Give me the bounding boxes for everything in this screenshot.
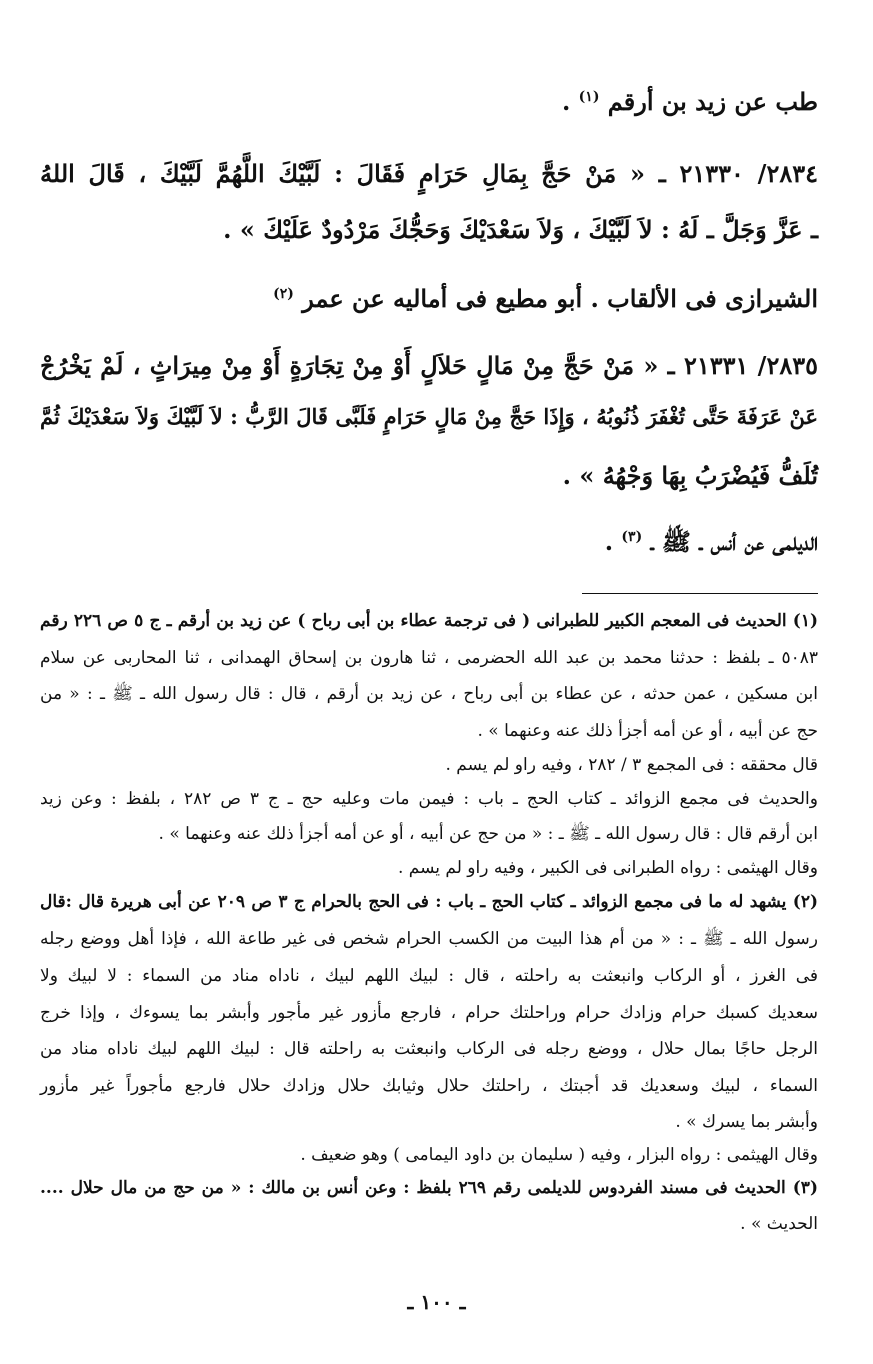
hadith-2835-line-1: ٢٨٣٥/ ٢١٣٣١ ـ « مَنْ حَجَّ مِنْ مَالٍ حَلاَلٍ أَوْ مِنْ تِجَارَةٍ أَوْ مِنْ مِيرَاثٍ ، لَمْ يَخْرُجْ — [40, 351, 818, 380]
footnote-2-line-2: رسول الله ـ ﷺ ـ : « من أم هذا البيت من الكسب الحرام شخص فى غير طاعة الله ، فإذا أهل ووضع رجله — [40, 929, 818, 949]
footnote-separator — [582, 593, 818, 594]
hadith-2835-line-2: عَنْ عَرَفَةَ حَتَّى تُغْفَرَ ذُنُوبُهُ ، وَإِذَا حَجَّ مِنْ مَالٍ حَرَامٍ فَلَبَّى قَالَ الرَّبُّ : لاَ لَبَّيْكَ وَلاَ سَعْدَيْكَ ثُمَّ — [40, 404, 818, 429]
footnote-ref-3[interactable]: (٣) — [621, 529, 643, 545]
footnote-3-line-2: الحديث » . — [740, 1214, 818, 1234]
footnote-2-line-7: وأبشر بما يسرك » . — [675, 1112, 818, 1132]
footnote-ref-2[interactable]: (٢) — [273, 286, 294, 302]
footnote-1-line-3: ابن مسكين ، عمن حدثه ، عن عطاء بن أبى رباح ، عن زيد بن أرقم ، قال : قال رسول الله ـ ﷺ ـ : « من — [40, 684, 818, 704]
source-text: طب عن زيد بن أرقم — [607, 87, 818, 116]
footnote-2-line-6: السماء ، لبيك وسعديك قد أجبتك ، راحلتك حلال وثيابك حلال وزادك حلال فارجع مأجوراً غير مأزور — [40, 1076, 818, 1096]
period: . — [604, 527, 614, 556]
footnote-1-line-8: وقال الهيثمى : رواه الطبرانى فى الكبير ، وفيه راو لم يسم . — [397, 858, 818, 878]
source-text: الديلمى عن أنس ـ ﷺ ـ — [650, 527, 818, 556]
footnote-2-line-3: فى الغرز ، أو الركاب وانبعثت به راحلته ، قال : لبيك اللهم لبيك ، ناداه مناد من السماء : لا لبيك ولا — [40, 966, 818, 986]
footnote-1-line-7: ابن أرقم قال : قال رسول الله ـ ﷺ ـ : « من حج عن أبيه ، أو عن أمه أجزأ ذلك عنه وعنهما » . — [158, 824, 818, 844]
source-2834 — [40, 285, 818, 314]
source-line-previous — [40, 88, 818, 117]
source-2835 — [40, 528, 818, 557]
period: . — [561, 87, 571, 116]
footnote-2-line-4: سعديك كسبك حرام وزادك حرام وراحلتك حرام ، فارجع مأزور غير مأجور وأبشر بما يسوءك ، وإذا خرج — [40, 1003, 818, 1023]
footnote-1-line-1: (١) الحديث فى المعجم الكبير للطبرانى ( فى ترجمة عطاء بن أبى رباح ) عن زيد بن أرقم ـ ج ٥ ص ٢٢٦ رقم — [40, 611, 818, 631]
footnote-1-line-5: قال محققه : فى المجمع ٣ / ٢٨٢ ، وفيه راو لم يسم . — [445, 755, 818, 775]
footnote-ref-1[interactable]: (١) — [578, 89, 600, 105]
document-page — [40, 0, 818, 1364]
page-number: ـ ١٠٠ ـ — [407, 1290, 466, 1314]
hadith-2834-line-1: ٢٨٣٤/ ٢١٣٣٠ ـ « مَنْ حَجَّ بِمَالِ حَرَامٍ فَقَالَ : لَبَّيْكَ اللَّهُمَّ لَبَّيْكَ ، قَالَ اللهُ — [40, 159, 818, 188]
hadith-2835-line-3: تُلَفُّ فَيُضْرَبُ بِهَا وَجْهُهُ » . — [562, 461, 818, 490]
footnote-1-line-6: والحديث فى مجمع الزوائد ـ كتاب الحج ـ باب : فيمن مات وعليه حج ـ ج ٣ ص ٢٨٢ ، بلفظ : وعن زيد — [40, 789, 818, 809]
footnote-1-line-4: حج عن أبيه ، أو عن أمه أجزأ ذلك عنه وعنهما » . — [477, 721, 818, 741]
footnote-1-line-2: ٥٠٨٣ ـ بلفظ : حدثنا محمد بن عبد الله الحضرمى ، ثنا هارون بن إسحاق الهمدانى ، ثنا المحاربى عن سلام — [40, 648, 818, 668]
hadith-2834-line-2: ـ عَزَّ وَجَلَّ ـ لَهُ : لاَ لَبَّيْكَ ، وَلاَ سَعْدَيْكَ وَحَجُّكَ مَرْدُودٌ عَلَيْكَ » . — [223, 215, 818, 244]
footnote-3-line-1: (٣) الحديث فى مسند الفردوس للديلمى رقم ٢٦٩ بلفظ : وعن أنس بن مالك : « من حج من مال حلال .... — [40, 1178, 818, 1198]
footnote-2-line-5: الرجل حاجًا بمال حلال ، ووضع رجله فى الركاب وانبعثت به راحلته قال : لبيك اللهم لبيك ناداه مناد من — [40, 1039, 818, 1059]
source-text: الشيرازى فى الألقاب . أبو مطيع فى أماليه عن عمر — [302, 284, 818, 313]
footnote-2-line-8: وقال الهيثمى : رواه البزار ، وفيه ( سليمان بن داود اليمامى ) وهو ضعيف . — [300, 1145, 818, 1165]
footnote-2-line-1: (٢) يشهد له ما فى مجمع الزوائد ـ كتاب الحج ـ باب : فى الحج بالحرام ج ٣ ص ٢٠٩ عن أبى هريرة قال :قال — [40, 892, 818, 912]
